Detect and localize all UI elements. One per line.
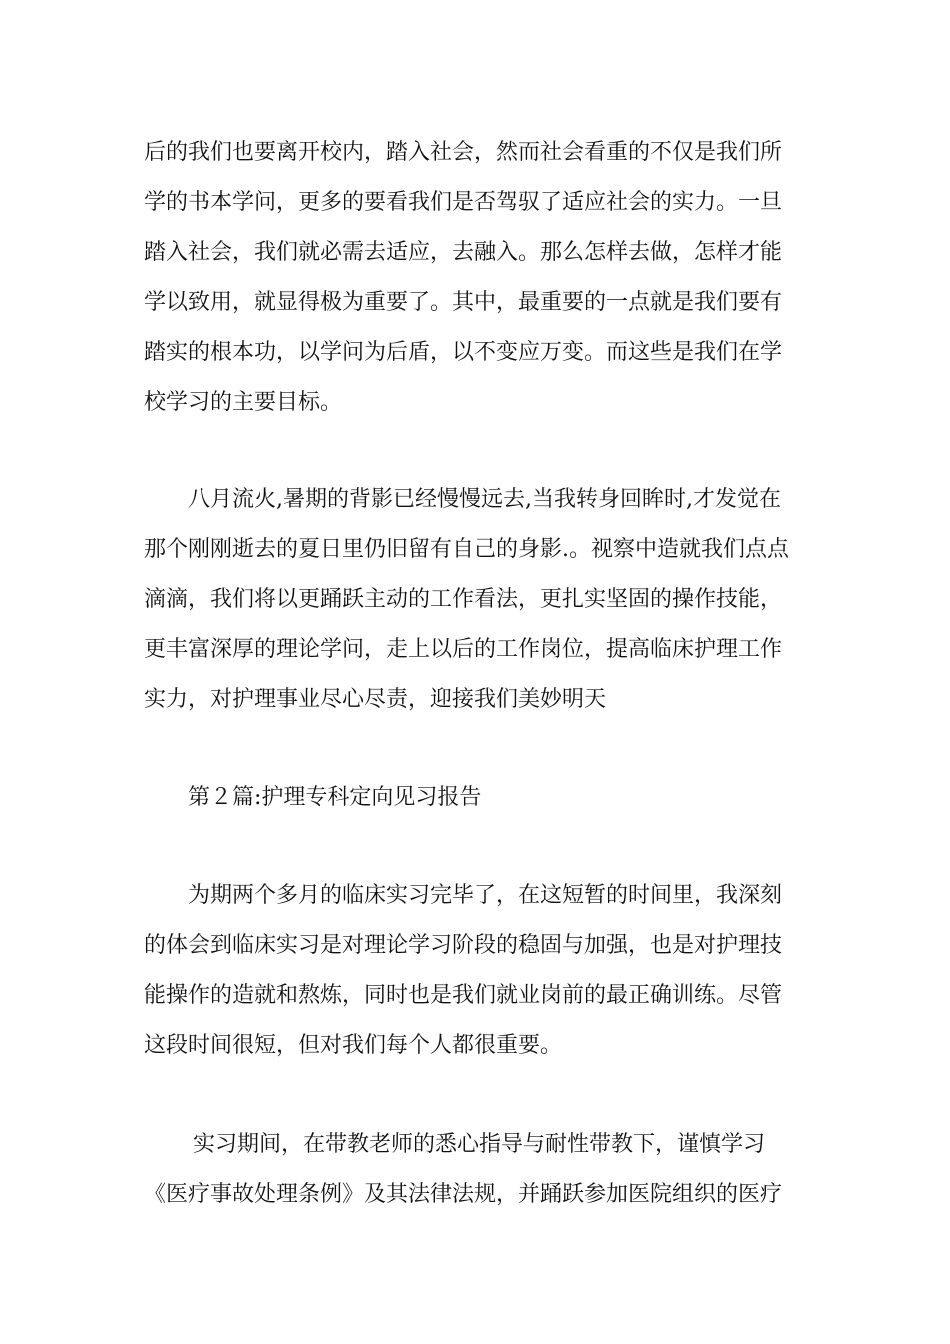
paragraph-internship-period — [144, 1120, 809, 1220]
paragraph-line: 能操作的造就和熬炼，同时也是我们就业岗前的最正确训练。尽管 — [144, 983, 783, 1008]
paragraph-line: 实习期间，在带教老师的悉心指导与耐性带教下，谨慎学习 — [193, 1132, 766, 1157]
section-title: 第２篇:护理专科定向见习报告 — [188, 785, 482, 810]
paragraph-line: 《医疗事故处理条例》及其法律法规，并踊跃参加医院组织的医疗 — [144, 1182, 783, 1207]
paragraph-line: 为期两个多月的临床实习完毕了，在这短暂的时间里，我深刻 — [188, 883, 783, 908]
paragraph-line: 那个刚刚逝去的夏日里仍旧留有自己的身影.。视察中造就我们点点 — [144, 537, 789, 562]
paragraph-line: 踏实的根本功，以学问为后盾，以不变应万变。而这些是我们在学 — [144, 340, 783, 365]
paragraph-line: 后的我们也要离开校内，踏入社会，然而社会看重的不仅是我们所 — [144, 140, 783, 165]
paragraph-line: 校学习的主要目标。 — [144, 390, 343, 415]
section-heading — [144, 773, 809, 823]
paragraph-line: 的体会到临床实习是对理论学习阶段的稳固与加强，也是对护理技 — [144, 933, 783, 958]
paragraph-line: 更丰富深厚的理论学问，走上以后的工作岗位，提高临床护理工作 — [144, 637, 783, 662]
paragraph-line: 学以致用，就显得极为重要了。其中，最重要的一点就是我们要有 — [144, 290, 783, 315]
paragraph-line: 这段时间很短，但对我们每个人都很重要。 — [144, 1033, 563, 1058]
paragraph-line: 学的书本学问，更多的要看我们是否驾驭了适应社会的实力。一旦 — [144, 190, 783, 215]
paragraph-line: 实力，对护理事业尽心尽责，迎接我们美妙明天 — [144, 687, 607, 712]
paragraph-line: 滴滴，我们将以更踊跃主动的工作看法，更扎实坚固的操作技能， — [144, 587, 783, 612]
paragraph-august — [144, 475, 809, 725]
paragraph-line: 八月流火,暑期的背影已经慢慢远去,当我转身回眸时,才发觉在 — [188, 487, 781, 512]
paragraph-line: 踏入社会，我们就必需去适应，去融入。那么怎样去做，怎样才能 — [144, 240, 783, 265]
paragraph-internship-summary — [144, 871, 809, 1071]
paragraph-continuation — [144, 128, 809, 428]
